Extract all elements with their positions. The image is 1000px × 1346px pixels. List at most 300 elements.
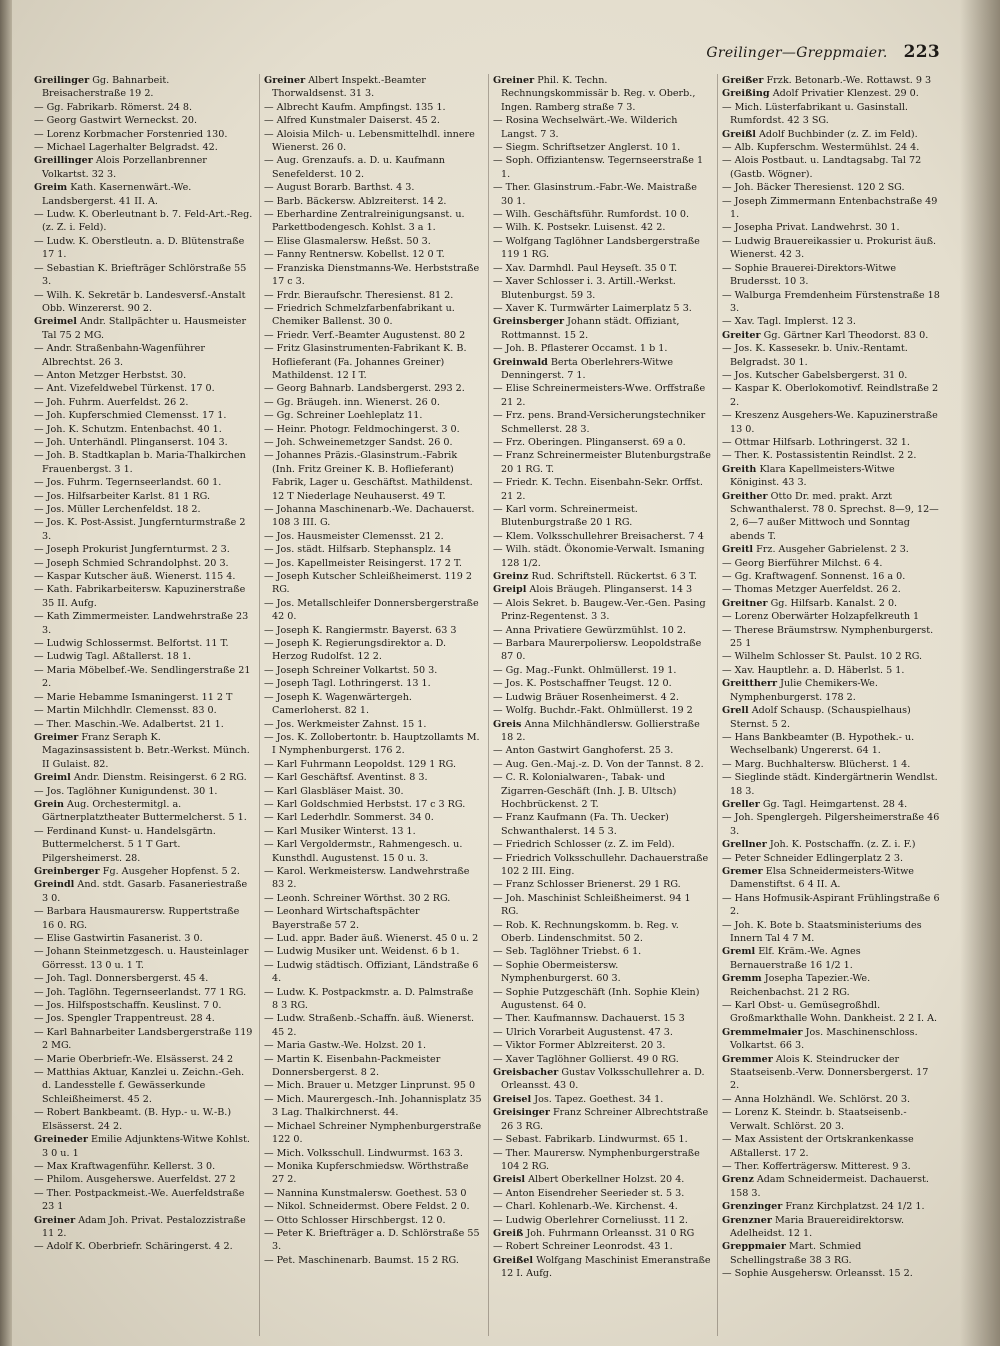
directory-entry xyxy=(34,208,253,235)
directory-entry xyxy=(722,1240,940,1267)
surname-heading: Greim xyxy=(34,182,68,194)
directory-entry xyxy=(722,677,940,704)
directory-entry xyxy=(722,838,940,851)
entry-text: — Rosina Wechselwärt.-We. Wilderich Langst. 7 3. xyxy=(493,115,678,140)
entry-text: — Robert Schreiner Leonrodst. 43 1. xyxy=(493,1241,673,1253)
surname-heading: Greisl xyxy=(493,1174,526,1186)
page-header xyxy=(700,42,940,62)
entry-text: — Aloisia Milch- u. Lebensmittelhdl. innere Wienerst. 26 0. xyxy=(264,128,475,154)
directory-entry xyxy=(264,114,482,127)
entry-text: — C. R. Kolonialwaren-, Tabak- und Zigarren-Geschäft (Inh. J. B. Ultsch) Hochbrückenst. 2 T. xyxy=(493,772,677,810)
directory-entry xyxy=(493,1039,711,1052)
directory-entry xyxy=(34,570,253,583)
directory-entry xyxy=(493,476,711,503)
entry-text: — Joseph Kutscher Schleißheimerst. 119 2 RG. xyxy=(264,571,472,596)
directory-entry xyxy=(264,570,482,597)
entry-text: — Peter Schneider Edlingerplatz 2 3. xyxy=(722,852,904,864)
entry-text: — Hans Bankbeamter (B. Hypothek.- u. Wechselbank) Ungererst. 64 1. xyxy=(722,731,915,757)
directory-entry xyxy=(264,235,482,248)
entry-text: — Ther. Postpackmeist.-We. Auerfeldstraße 23 1 xyxy=(34,1187,245,1213)
entry-text: — Marie Hebamme Ismaningerst. 11 2 T xyxy=(34,691,233,703)
entry-text: — Karl Goldschmied Herbstst. 17 c 3 RG. xyxy=(264,798,466,810)
entry-text: — Marie Oberbriefr.-We. Elsässerst. 24 2 xyxy=(34,1053,234,1065)
directory-entry xyxy=(264,932,482,945)
entry-text: — Peter K. Briefträger a. D. Schlörstraße 55 3. xyxy=(264,1227,480,1253)
entry-text: Alois Bräugeh. Plinganserst. 14 3 xyxy=(529,584,693,596)
directory-entry xyxy=(722,624,940,651)
entry-text: — Joh. Fuhrm. Auerfeldst. 26 2. xyxy=(34,396,189,408)
entry-text: — Max Assistent der Ortskrankenkasse Aßtallerst. 17 2. xyxy=(722,1134,914,1159)
directory-entry xyxy=(722,409,940,436)
entry-text: Franz Kirchplatzst. 24 1/2 1. xyxy=(785,1201,925,1213)
entry-text: — Elise Glasmalersw. Heßst. 50 3. xyxy=(264,235,431,247)
directory-entry xyxy=(493,275,711,302)
directory-entry xyxy=(34,637,253,650)
surname-heading: Greipl xyxy=(493,584,527,596)
directory-entry xyxy=(264,892,482,905)
directory-entry xyxy=(34,986,253,999)
directory-entry xyxy=(722,262,940,289)
directory-entry xyxy=(264,986,482,1013)
directory-entry xyxy=(493,409,711,436)
entry-text: — Joh. Schweinemetzger Sandst. 26 0. xyxy=(264,436,453,448)
entry-text: — Joh. B. Pflasterer Occamst. 1 b 1. xyxy=(493,343,668,355)
directory-entry xyxy=(34,382,253,395)
entry-text: Gustav Volksschullehrer a. D. Orleansst. 43 0. xyxy=(501,1067,705,1092)
directory-entry xyxy=(264,1012,482,1039)
entry-text: Franz Schreiner Albrechtstraße 26 3 RG. xyxy=(501,1107,709,1132)
entry-text: — Wolfgang Taglöhner Landsbergerstraße 119 1 RG. xyxy=(493,235,700,261)
entry-text: Gg. Bahnarbeit. Breisacherstraße 19 2. xyxy=(42,75,170,100)
directory-entry xyxy=(722,999,940,1026)
directory-entry xyxy=(493,1254,711,1281)
entry-text: — Siegm. Schriftsetzer Anglerst. 10 1. xyxy=(493,142,681,154)
directory-entry xyxy=(493,919,711,946)
directory-entry xyxy=(722,101,940,128)
entry-text: — Johann Steinmetzgesch. u. Hausteinlager Görresst. 13 0 u. 1 T. xyxy=(34,946,249,971)
directory-entry xyxy=(264,597,482,624)
directory-entry xyxy=(493,624,711,637)
directory-entry xyxy=(722,650,940,663)
entry-text: — Xav. Darmhdl. Paul Heyseſt. 35 0 T. xyxy=(493,262,678,274)
directory-entry xyxy=(264,718,482,731)
directory-entry xyxy=(34,999,253,1012)
page-edge-shadow xyxy=(960,0,1000,1346)
directory-entry xyxy=(493,597,711,624)
directory-entry xyxy=(493,771,711,811)
column-4 xyxy=(717,74,940,1336)
directory-entry xyxy=(34,945,253,972)
surname-heading: Greis xyxy=(493,718,522,730)
directory-entry xyxy=(264,342,482,382)
surname-heading: Greitner xyxy=(722,597,768,609)
entry-text: — Xaver Taglöhner Gollierst. 49 0 RG. xyxy=(493,1053,679,1065)
directory-entry xyxy=(264,905,482,932)
entry-text: — Joh. Maschinist Schleißheimerst. 94 1 RG. xyxy=(493,892,691,918)
entry-text: Adolf Buchbinder (z. Z. im Feld). xyxy=(759,128,918,140)
surname-heading: Greiß xyxy=(493,1227,524,1239)
entry-text: — Barb. Bäckersw. Ablzreiterst. 14 2. xyxy=(264,195,447,207)
surname-heading: Grenzner xyxy=(722,1214,772,1226)
entry-text: — Maria Möbelbef.-We. Sendlingerstraße 21 2. xyxy=(34,664,251,690)
entry-text: Maria Brauereidirektorsw. Adelheidst. 12 1. xyxy=(730,1214,905,1239)
entry-text: Jos. Tapez. Goethest. 34 1. xyxy=(534,1093,664,1105)
directory-entry xyxy=(264,691,482,718)
directory-entry xyxy=(722,1214,940,1241)
entry-text: Elf. Kräm.-We. Agnes Bernauerstraße 16 1/2 1. xyxy=(730,946,861,971)
directory-entry xyxy=(493,1227,711,1240)
entry-text: — Joh. Taglöhn. Tegernseerlandst. 77 1 RG. xyxy=(34,986,247,998)
entry-text: — Ludw. K. Oberstleutn. a. D. Blütenstraße 17 1. xyxy=(34,235,245,261)
entry-text: — Karl Lederhdlr. Sommerst. 34 0. xyxy=(264,812,434,824)
directory-entry xyxy=(34,798,253,825)
directory-entry xyxy=(493,959,711,986)
directory-entry xyxy=(34,1133,253,1160)
entry-text: Berta Oberlehrers-Witwe Denningerst. 7 1. xyxy=(501,356,674,381)
surname-heading: Grein xyxy=(34,798,64,810)
directory-entry xyxy=(264,382,482,395)
entry-text: — Joseph Prokurist Jungfernturmst. 2 3. xyxy=(34,544,230,556)
entry-text: — Jos. Fuhrm. Tegernseerlandst. 60 1. xyxy=(34,477,222,489)
entry-text: — Martin Milchhdlr. Clemensst. 83 0. xyxy=(34,705,217,717)
entry-text: And. stdt. Gasarb. Fasaneriestraße 3 0. xyxy=(42,879,248,904)
entry-text: — Ottmar Hilfsarb. Lothringerst. 32 1. xyxy=(722,436,910,448)
directory-entry xyxy=(264,396,482,409)
entry-text: — Jos. Taglöhner Kunigundenst. 30 1. xyxy=(34,785,218,797)
entry-text: — Karl Glasbläser Maist. 30. xyxy=(264,785,404,797)
directory-entry xyxy=(34,516,253,543)
directory-entry xyxy=(722,1026,940,1053)
directory-entry xyxy=(34,315,253,342)
entry-text: Frz. Ausgeher Gabrielenst. 2 3. xyxy=(756,544,909,556)
entry-text: — Franziska Dienstmanns-We. Herbststraße 17 c 3. xyxy=(264,262,480,288)
directory-entry xyxy=(722,945,940,972)
entry-text: Josepha Tapezier.-We. Reichenbachst. 21 2 RG. xyxy=(730,973,871,998)
entry-text: — Mich. Volksschull. Lindwurmst. 163 3. xyxy=(264,1147,463,1159)
entry-text: — Ludwig Bräuer Rosenheimerst. 4 2. xyxy=(493,691,679,703)
entry-text: — Friedr. Verf.-Beamter Augustenst. 80 2 xyxy=(264,329,466,341)
entry-text: — Ther. Glasinstrum.-Fabr.-We. Maistraße 30 1. xyxy=(493,182,697,207)
entry-text: — Frdr. Bieraufschr. Theresienst. 81 2. xyxy=(264,289,454,301)
entry-text: Adam Schneidermeist. Dachauerst. 158 3. xyxy=(730,1174,929,1199)
entry-text: — Frz. pens. Brand-Versicherungstechniker Schmellerst. 28 3. xyxy=(493,410,706,435)
entry-text: — Ludwig Musiker unt. Weidenst. 6 b 1. xyxy=(264,946,460,958)
directory-entry xyxy=(493,315,711,342)
surname-heading: Greller xyxy=(722,798,760,810)
book-gutter xyxy=(0,0,12,1346)
directory-entry xyxy=(34,181,253,208)
directory-entry xyxy=(264,758,482,771)
entry-text: Andr. Stallpächter u. Hausmeister Tal 75 2 MG. xyxy=(42,316,247,341)
surname-heading: Gremmer xyxy=(722,1053,773,1065)
entry-text: — Elise Schreinermeisters-Wwe. Orffstraße 21 2. xyxy=(493,383,706,408)
surname-heading: Greindl xyxy=(34,879,75,891)
entry-text: — Karl Vergoldermstr., Rahmengesch. u. Kunsthdl. Augustenst. 15 0 u. 3. xyxy=(264,839,463,864)
entry-text: — Joseph K. Wagenwärtergeh. Camerloherst. 82 1. xyxy=(264,691,412,717)
directory-entry xyxy=(722,382,940,409)
entry-text: Franz Seraph K. Magazinsassistent b. Betr.-Werkst. Münch. II Gulaist. 82. xyxy=(42,731,250,770)
directory-entry xyxy=(722,865,940,892)
entry-text: — Klem. Volksschullehrer Breisacherst. 7 4 xyxy=(493,530,704,542)
directory-entry xyxy=(493,637,711,664)
entry-text: — Jos. Müller Lerchenfeldst. 18 2. xyxy=(34,504,201,515)
surname-heading: Greiml xyxy=(34,772,71,784)
entry-text: — Ludwig Schlossermst. Belfortst. 11 T. xyxy=(34,638,229,650)
entry-text: — Joh. Bäcker Theresienst. 120 2 SG. xyxy=(722,182,905,194)
entry-text: — Frz. Oberingen. Plinganserst. 69 a 0. xyxy=(493,436,686,448)
directory-entry xyxy=(34,1240,253,1253)
entry-text: — Jos. Kutscher Gabelsbergerst. 31 0. xyxy=(722,369,908,381)
directory-entry xyxy=(264,1147,482,1160)
directory-entry xyxy=(34,476,253,489)
directory-entry xyxy=(264,1160,482,1187)
entry-text: — Fritz Glasinstrumenten-Fabrikant K. B. Hoflieferant (Fa. Johannes Greiner) Mathildenst. 12 I T. xyxy=(264,343,467,381)
directory-entry xyxy=(493,208,711,221)
entry-text: — Jos. K. Postschaffner Teugst. 12 0. xyxy=(493,678,672,690)
directory-entry xyxy=(34,114,253,127)
directory-entry xyxy=(34,972,253,985)
directory-entry xyxy=(264,731,482,758)
entry-text: — Ther. Kaufmannsw. Dachauerst. 15 3 xyxy=(493,1013,685,1025)
directory-entry xyxy=(264,624,482,637)
entry-text: Alois Porzellanbrenner Volkartst. 32 3. xyxy=(42,155,207,180)
directory-entry xyxy=(34,718,253,731)
entry-text: — Jos. städt. Hilfsarb. Stephansplz. 14 xyxy=(264,544,452,556)
directory-entry xyxy=(264,101,482,114)
surname-heading: Greisel xyxy=(493,1093,532,1105)
directory-entry xyxy=(722,1133,940,1160)
entry-text: — Gg. Kraftwagenf. Sonnenst. 16 a 0. xyxy=(722,571,906,583)
surname-heading: Greißel xyxy=(493,1254,534,1266)
directory-entry xyxy=(493,1187,711,1200)
directory-entry xyxy=(722,852,940,865)
surname-heading: Grenzinger xyxy=(722,1201,783,1213)
surname-heading: Greimel xyxy=(34,316,77,328)
entry-text: — Monika Kupferschmiedsw. Wörthstraße 27 2. xyxy=(264,1160,469,1186)
entry-text: — Barbara Hausmaurersw. Ruppertstraße 16 0. RG. xyxy=(34,906,240,931)
directory-entry xyxy=(493,543,711,570)
entry-text: Aug. Orchestermitgl. a. Gärtnerplatztheater Buttermelcherst. 5 1. xyxy=(42,798,247,824)
directory-entry xyxy=(264,945,482,958)
directory-entry xyxy=(264,959,482,986)
entry-text: — Jos. Kapellmeister Reisingerst. 17 2 T. xyxy=(264,557,462,569)
entry-text: — Anton Eisendreher Seerieder st. 5 3. xyxy=(493,1187,685,1199)
directory-entry xyxy=(493,382,711,409)
surname-heading: Gremer xyxy=(722,865,763,877)
entry-text: — Kaspar Kutscher äuß. Wienerst. 115 4. xyxy=(34,571,236,583)
entry-text: — Lud. appr. Bader äuß. Wienerst. 45 0 u. 2 xyxy=(264,933,479,944)
directory-entry xyxy=(493,449,711,476)
directory-entry xyxy=(34,865,253,878)
surname-heading: Greißer xyxy=(722,75,764,86)
directory-entry xyxy=(722,1200,940,1213)
entry-text: — Wilh. städt. Ökonomie-Verwalt. Ismaning 128 1/2. xyxy=(493,544,705,569)
directory-entry xyxy=(493,356,711,383)
directory-entry xyxy=(264,436,482,449)
entry-text: — Albrecht Kaufm. Ampfingst. 135 1. xyxy=(264,101,446,113)
entry-text: — Joseph Zimmermann Entenbachstraße 49 1. xyxy=(722,195,938,221)
directory-entry xyxy=(264,811,482,824)
entry-text: Gg. Hilfsarb. Kanalst. 2 0. xyxy=(770,597,898,609)
entry-text: — Ludw. K. Postpackmstr. a. D. Palmstraße 8 3 RG. xyxy=(264,986,474,1012)
directory-entry xyxy=(264,195,482,208)
directory-entry xyxy=(493,758,711,771)
directory-entry xyxy=(34,503,253,516)
directory-entry xyxy=(722,490,940,544)
entry-text: — Ludwig Brauereikassier u. Prokurist äuß. Wienerst. 42 3. xyxy=(722,235,937,261)
directory-entry xyxy=(493,1106,711,1133)
entry-text: Gg. Gärtner Karl Theodorst. 83 0. xyxy=(763,329,929,341)
entry-text: — Fanny Rentnersw. Kobellst. 12 0 T. xyxy=(264,249,445,261)
surname-heading: Greineder xyxy=(34,1134,88,1146)
directory-entry xyxy=(493,114,711,141)
entry-text: — Xaver K. Turmwärter Laimerplatz 5 3. xyxy=(493,302,692,314)
entry-text: — Kaspar K. Oberlokomotivf. Reindlstraße 2 2. xyxy=(722,383,939,408)
directory-entry xyxy=(493,718,711,745)
directory-entry xyxy=(34,409,253,422)
entry-text: — Ant. Vizefeldwebel Türkenst. 17 0. xyxy=(34,383,215,395)
directory-entry xyxy=(264,208,482,235)
entry-text: — Joh. K. Schutzm. Entenbachst. 40 1. xyxy=(34,423,222,435)
directory-entry xyxy=(264,664,482,677)
entry-text: — Mich. Brauer u. Metzger Linprunst. 95 0 xyxy=(264,1080,476,1092)
entry-text: — Sebast. Fabrikarb. Lindwurmst. 65 1. xyxy=(493,1134,688,1146)
surname-heading: Greiner xyxy=(34,1214,76,1226)
directory-entry xyxy=(722,181,940,194)
surname-heading: Greiner xyxy=(264,75,306,86)
entry-text: — Friedrich Schlosser (z. Z. im Feld). xyxy=(493,839,675,851)
entry-text: — Martin K. Eisenbahn-Packmeister Donnersbergerst. 8 2. xyxy=(264,1053,441,1079)
directory-entry xyxy=(722,811,940,838)
directory-entry xyxy=(264,1053,482,1080)
surname-heading: Greißl xyxy=(722,128,756,140)
entry-text: — August Borarb. Barthst. 4 3. xyxy=(264,182,415,194)
entry-text: — Lorenz Oberwärter Holzapfelkreuth 1 xyxy=(722,611,920,623)
entry-text: — Joh. Tagl. Donnersbergerst. 45 4. xyxy=(34,973,209,985)
surname-heading: Greppmaier xyxy=(722,1241,786,1253)
entry-text: Gg. Tagl. Heimgartenst. 28 4. xyxy=(762,798,908,810)
directory-entry xyxy=(264,1093,482,1120)
directory-entry xyxy=(722,570,940,583)
entry-text: — Joh. Unterhändl. Plinganserst. 104 3. xyxy=(34,436,228,448)
directory-entry xyxy=(722,771,940,798)
directory-entry xyxy=(722,583,940,596)
directory-entry xyxy=(493,1012,711,1025)
directory-entry xyxy=(264,1039,482,1052)
entry-text: Adolf Privatier Klenzest. 29 0. xyxy=(772,88,919,100)
directory-entry xyxy=(34,731,253,771)
entry-text: — Marg. Buchhaltersw. Blücherst. 1 4. xyxy=(722,758,911,770)
entry-text: Kath. Kasernenwärt.-We. Landsbergerst. 41 II. A. xyxy=(42,182,192,207)
directory-entry xyxy=(722,664,940,677)
directory-entry xyxy=(264,530,482,543)
entry-text: — Kath. Fabrikarbeitersw. Kapuzinerstraße 35 II. Aufg. xyxy=(34,584,246,609)
directory-entry xyxy=(722,1053,940,1093)
directory-entry xyxy=(722,798,940,811)
entry-text: — Matthias Aktuar, Kanzlei u. Zeichn.-Geh. d. Landesstelle f. Gewässerkunde Schleißheimerst. 45 2. xyxy=(34,1067,245,1105)
directory-entry xyxy=(34,449,253,476)
entry-text: — Therese Bräumstrsw. Nymphenburgerst. 25 1 xyxy=(722,624,934,650)
entry-text: Johann städt. Offiziant, Rottmannst. 15 2. xyxy=(501,316,680,341)
entry-text: — Mich. Maurergesch.-Inh. Johannisplatz 35 3 Lag. Thalkirchnerst. 44. xyxy=(264,1093,482,1119)
entry-text: — Anna Holzhändl. We. Schlörst. 20 3. xyxy=(722,1093,911,1105)
entry-text: Andr. Dienstm. Reisingerst. 6 2 RG. xyxy=(73,772,247,784)
surname-heading: Greiter xyxy=(722,329,761,341)
entry-text: — Karl Bahnarbeiter Landsbergerstraße 119 2 MG. xyxy=(34,1026,253,1052)
directory-entry xyxy=(34,342,253,369)
entry-text: — Joseph K. Regierungsdirektor a. D. Herzog Rudolfst. 12 2. xyxy=(264,638,447,663)
directory-entry xyxy=(264,838,482,865)
directory-entry xyxy=(264,154,482,181)
entry-text: — Xav. Hauptlehr. a. D. Häberlst. 5 1. xyxy=(722,664,905,676)
column-1 xyxy=(30,74,253,1336)
entry-text: Jos. Maschinenschloss. Volkartst. 66 3. xyxy=(730,1026,918,1052)
entry-text: — Wilh. Geschäftsführ. Rumfordst. 10 0. xyxy=(493,209,689,221)
directory-entry xyxy=(34,1026,253,1053)
directory-entry xyxy=(722,1093,940,1106)
directory-entry xyxy=(493,221,711,234)
directory-entry xyxy=(34,154,253,181)
directory-entry xyxy=(493,235,711,262)
entry-text: — Karol. Werkmeistersw. Landwehrstraße 83 2. xyxy=(264,865,470,891)
directory-entry xyxy=(264,181,482,194)
column-2 xyxy=(259,74,482,1336)
entry-text: — Xav. Tagl. Implerst. 12 3. xyxy=(722,316,856,328)
directory-entry xyxy=(722,369,940,382)
directory-entry xyxy=(493,262,711,275)
entry-text: — Karl Geschäftsf. Aventinst. 8 3. xyxy=(264,772,428,784)
entry-text: — Michael Schreiner Nymphenburgerstraße 122 0. xyxy=(264,1120,482,1146)
directory-entry xyxy=(493,1093,711,1106)
entry-text: Rud. Schriftstell. Rückertst. 6 3 T. xyxy=(531,571,697,583)
directory-entry xyxy=(34,610,253,637)
entry-text: — Ther. Maschin.-We. Adalbertst. 21 1. xyxy=(34,718,224,730)
entry-text: Albert Inspekt.-Beamter Thorwaldsenst. 31 3. xyxy=(272,75,426,100)
entry-text: — Jos. Metallschleifer Donnersbergerstraße 42 0. xyxy=(264,597,479,623)
directory-entry xyxy=(34,235,253,262)
directory-entry xyxy=(34,1214,253,1241)
entry-text: — Karl Musiker Winterst. 13 1. xyxy=(264,825,416,837)
surname-heading: Greinwald xyxy=(493,356,548,368)
surname-heading: Greißing xyxy=(722,88,770,100)
surname-heading: Gremmelmaier xyxy=(722,1026,803,1038)
surname-heading: Greittherr xyxy=(722,678,778,690)
surname-heading: Greiner xyxy=(493,75,535,86)
entry-text: — Ferdinand Kunst- u. Handelsgärtn. Buttermelcherst. 5 1 T Gart. Pilgersheimerst. 28. xyxy=(34,825,216,864)
entry-text: — Jos. Spengler Trappentreust. 28 4. xyxy=(34,1013,215,1025)
entry-text: — Aug. Grenzaufs. a. D. u. Kaufmann Senefelderst. 10 2. xyxy=(264,155,445,180)
directory-entry xyxy=(493,583,711,596)
entry-text: Albert Oberkellner Holzst. 20 4. xyxy=(528,1174,685,1186)
directory-entry xyxy=(722,1160,940,1173)
directory-entry xyxy=(264,262,482,289)
directory-entry xyxy=(34,128,253,141)
directory-entry xyxy=(722,610,940,623)
directory-entry xyxy=(722,289,940,316)
surname-heading: Greither xyxy=(722,490,768,502)
directory-entry xyxy=(264,329,482,342)
directory-entry xyxy=(722,315,940,328)
directory-entry xyxy=(264,1214,482,1227)
entry-text: Fg. Ausgeher Hopfenst. 5 2. xyxy=(102,865,240,877)
entry-text: — Philom. Ausgeherswe. Auerfeldst. 27 2 xyxy=(34,1174,236,1186)
directory-entry xyxy=(493,1214,711,1227)
directory-entry xyxy=(34,369,253,382)
entry-text: — Sebastian K. Briefträger Schlörstraße 55 3. xyxy=(34,262,247,288)
entry-text: — Lorenz Korbmacher Forstenried 130. xyxy=(34,128,228,140)
directory-entry xyxy=(722,436,940,449)
directory-entry xyxy=(722,597,940,610)
